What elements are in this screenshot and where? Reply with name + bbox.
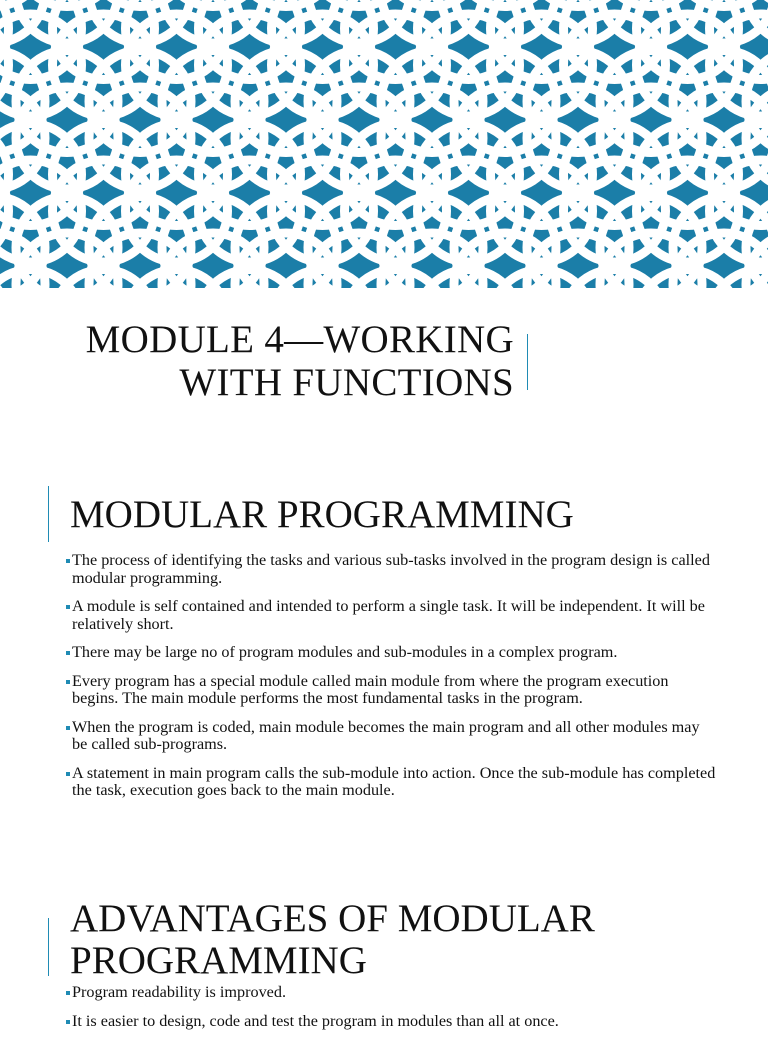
- bullet-text: A statement in main program calls the sub-module into action. Once the sub-module has completed the task, execution goes back to the main module.: [72, 764, 715, 800]
- slide1-bullet-list: [66, 552, 716, 811]
- bullet-item: [66, 1013, 716, 1031]
- bullet-icon: [66, 1020, 70, 1024]
- bullet-item: [66, 765, 716, 800]
- bullet-text: The process of identifying the tasks and various sub-tasks involved in the program design is called modular programming.: [72, 551, 710, 587]
- document-title: [78, 318, 514, 404]
- title-line-2: WITH FUNCTIONS: [78, 361, 514, 404]
- bullet-item: [66, 984, 716, 1002]
- circle-lattice-pattern: [0, 0, 768, 288]
- bullet-text: Every program has a special module called main module from where the program execution begins. The main module performs the most fundamental tasks in the program.: [72, 672, 668, 708]
- decorative-banner: [0, 0, 768, 288]
- slide2-accent-bar: [48, 918, 49, 976]
- bullet-icon: [66, 772, 70, 776]
- slide2-bullet-list: [66, 984, 716, 1041]
- bullet-icon: [66, 605, 70, 609]
- slide1-accent-bar: [48, 486, 49, 542]
- title-accent-bar: [527, 334, 528, 390]
- bullet-icon: [66, 559, 70, 563]
- bullet-icon: [66, 680, 70, 684]
- bullet-item: [66, 719, 716, 754]
- bullet-text: Program readability is improved.: [72, 983, 286, 1001]
- bullet-text: When the program is coded, main module becomes the main program and all other modules may be called sub-programs.: [72, 718, 700, 754]
- bullet-text: There may be large no of program modules and sub-modules in a complex program.: [72, 643, 617, 661]
- bullet-icon: [66, 726, 70, 730]
- title-line-1: MODULE 4—WORKING: [78, 318, 514, 361]
- slide2-heading-line-2: PROGRAMMING: [70, 940, 595, 982]
- slide1-heading: MODULAR PROGRAMMING: [70, 494, 574, 536]
- bullet-text: It is easier to design, code and test the program in modules than all at once.: [72, 1012, 559, 1030]
- bullet-icon: [66, 991, 70, 995]
- bullet-item: [66, 552, 716, 587]
- bullet-item: [66, 598, 716, 633]
- bullet-icon: [66, 651, 70, 655]
- bullet-item: [66, 644, 716, 662]
- slide2-heading-line-1: ADVANTAGES OF MODULAR: [70, 898, 595, 940]
- bullet-text: A module is self contained and intended to perform a single task. It will be independent. It will be relatively short.: [72, 597, 705, 633]
- slide2-heading: [70, 898, 595, 982]
- bullet-item: [66, 673, 716, 708]
